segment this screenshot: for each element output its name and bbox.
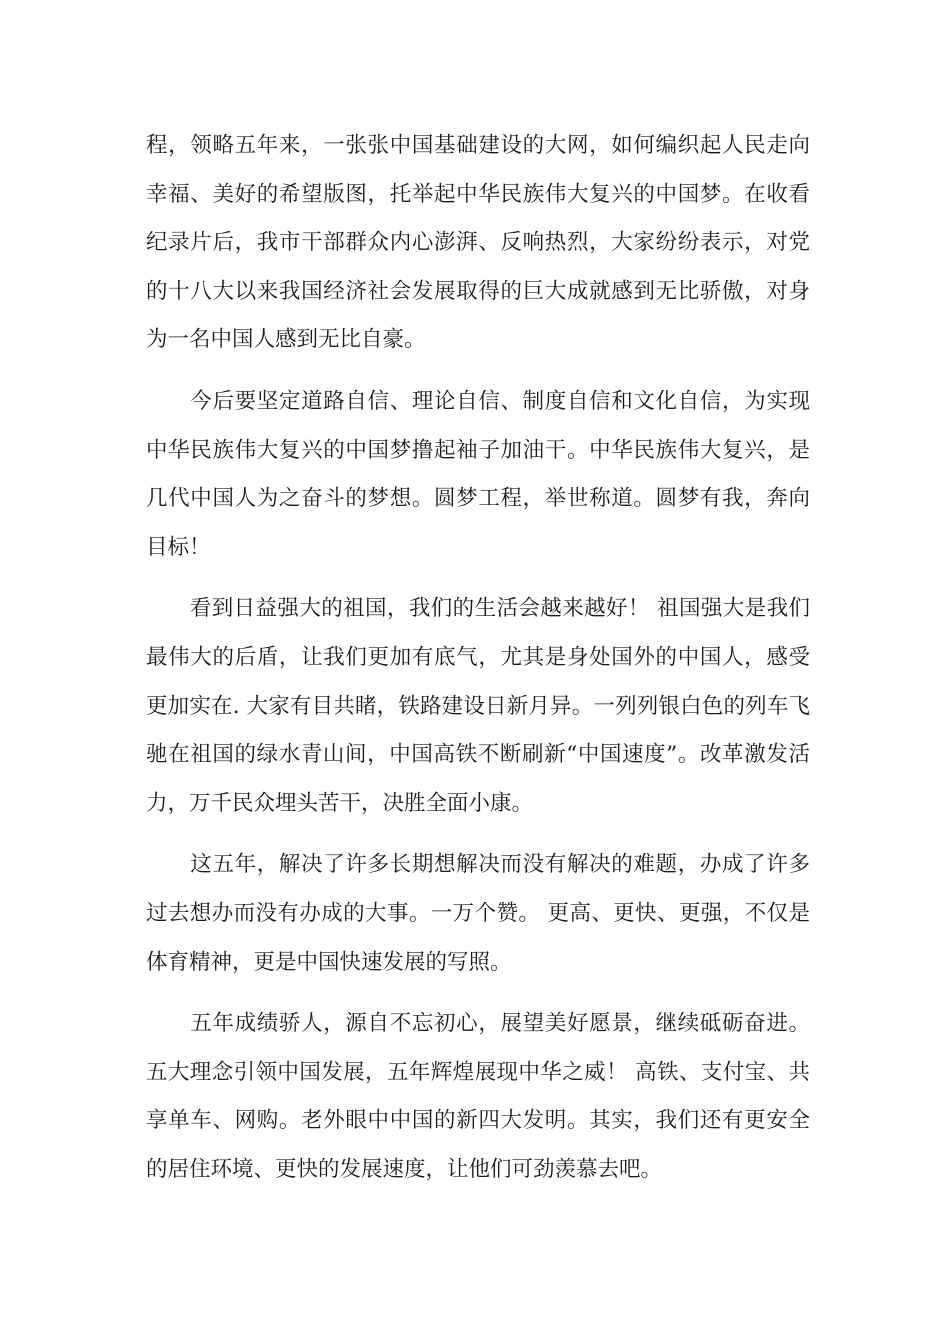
body-text <box>146 122 817 1207</box>
paragraph-4: 这五年，解决了许多长期想解决而没有解决的难题，办成了许多过去想办而没有办成的大事。一万个赞。 更高、更快、更强，不仅是体育精神，更是中国快速发展的写照。 <box>146 852 810 975</box>
paragraph-2: 今后要坚定道路自信、理论自信、制度自信和文化自信，为实现中华民族伟大复兴的中国梦撸起袖子加油干。中华民族伟大复兴，是几代中国人为之奋斗的梦想。圆梦工程，举世称道。圆梦有我，奔向目标！ <box>146 388 810 560</box>
paragraph-5: 五年成绩骄人，源自不忘初心，展望美好愿景，继续砥砺奋进。 五大理念引领中国发展，五年辉煌展现中华之威！ 高铁、支付宝、共享单车、网购。老外眼中中国的新四大发明。其实，我们还有更安全的居住环境、更快的发展速度，让他们可劲羡慕去吧。 <box>146 1011 817 1182</box>
paragraph-1: 程，领略五年来，一张张中国基础建设的大网，如何编织起人民走向幸福、美好的希望版图，托举起中华民族伟大复兴的中国梦。在收看纪录片后，我市干部群众内心澎湃、反响热烈，大家纷纷表示，对党的十八大以来我国经济社会发展取得的巨大成就感到无比骄傲，对身为一名中国人感到无比自豪。 <box>146 133 810 353</box>
paragraph-3: 看到日益强大的祖国，我们的生活会越来越好！ 祖国强大是我们最伟大的后盾，让我们更加有底气，尤其是身处国外的中国人，感受更加实在. 大家有目共睹，铁路建设日新月异。一列列银白色的列车飞驰在祖国的绿水青山间，中国高铁不断刷新“中国速度”。改革激发活力，万千民众埋头苦干，决胜全面小康。 <box>146 596 810 816</box>
